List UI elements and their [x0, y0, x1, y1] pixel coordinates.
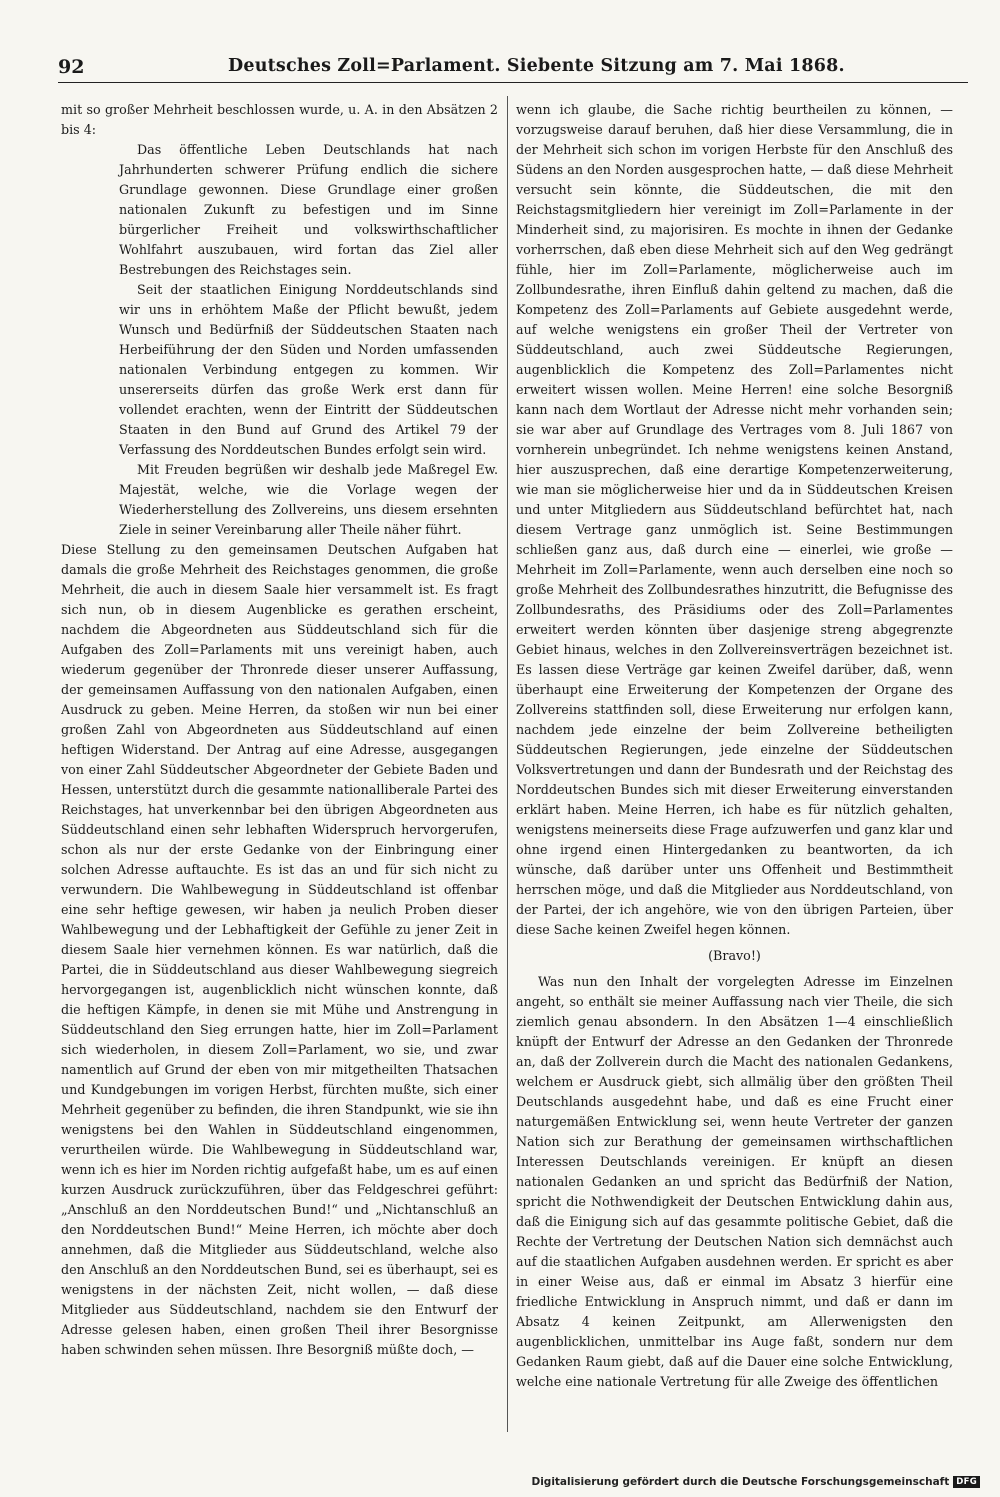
- dfg-logo-icon: DFG: [953, 1476, 980, 1488]
- digitization-credit: [531, 1474, 980, 1490]
- paragraph: wenn ich glaube, die Sache richtig beurtheilen zu können, — vorzugsweise darauf beruhen, daß hier diese Versammlung, die in der Mehrheit sich schon im vorigen Herbste für den Anschluß des Südens an den Norden ausgesprochen hatte, — daß diese Mehrheit versucht sein könnte, die Süddeutschen, die mit den Reichstagsmitgliedern hier vereinigt im Zoll=Parlamente in der Minderheit sind, zu majorisiren. Es mochte in ihnen der Gedanke vorherrschen, daß eben diese Mehrheit sich auf den Weg gedrängt fühle, hier im Zoll=Parlamente, möglicherweise auch im Zollbundesrathe, ihren Einfluß dahin geltend zu machen, daß die Kompetenz des Zoll=Parlaments auf Gebiete ausgedehnt werde, auf welche wenigstens ein großer Theil der Vertreter von Süddeutschland, auch zwei Süddeutsche Regierungen, augenblicklich die Kompetenz des Zoll=Parlamentes nicht erweitert wissen wollen. Meine Herren! eine solche Besorgniß kann nach dem Wortlaut der Adresse nicht mehr vorhanden sein; sie war aber auf Grundlage des Vertrages vom 8. Juli 1867 von vornherein unbegründet. Ich nehme wenigstens keinen Anstand, hier auszusprechen, daß eine derartige Kompetenzerweiterung, wie man sie möglicherweise hier und da in Süddeutschen Kreisen und unter Mitgliedern aus Süddeutschland befürchtet hat, nach diesem Vertrage ganz unmöglich ist. Seine Bestimmungen schließen ganz aus, daß durch eine — einerlei, wie große — Mehrheit im Zoll=Parlamente, wenn auch derselben eine noch so große Mehrheit des Zollbundesrathes hinzutritt, die Befugnisse des Zollbundesraths, des Präsidiums oder des Zoll=Parlamentes erweitert werden könnten über dasjenige streng abgegrenzte Gebiet hinaus, welches in den Zollvereinsverträgen bezeichnet ist. Es lassen diese Verträge gar keinen Zweifel darüber, daß, wenn überhaupt eine Erweiterung der Kompetenzen der Organe des Zollvereins stattfinden soll, diese Erweiterung nur erfolgen kann, nachdem jede einzelne der beim Zollvereine betheiligten Süddeutschen Regierungen, jede einzelne der Süddeutschen Volksvertretungen und dann der Bundesrath und der Reichstag des Norddeutschen Bundes sich mit dieser Erweiterung einverstanden erklärt haben. Meine Herren, ich habe es für nützlich gehalten, wenigstens meinerseits diese Frage aufzuwerfen und ganz klar und ohne irgend einen Hintergedanken zu beantworten, da ich wünsche, daß darüber unter uns Offenheit und Bestimmtheit herrschen möge, und daß die Mitglieder aus Norddeutschland, von der Partei, der ich angehöre, wie von den übrigen Parteien, über diese Sache keinen Zweifel hegen können.: [516, 102, 953, 937]
- column-divider: [507, 96, 508, 1432]
- page-number: 92: [58, 56, 85, 78]
- right-column: [516, 100, 953, 1430]
- paragraph: mit so großer Mehrheit beschlossen wurde, u. A. in den Absätzen 2 bis 4:: [61, 102, 498, 137]
- quoted-paragraph: Das öffentliche Leben Deutschlands hat nach Jahrhunderten schwerer Prüfung endlich die sichere Grundlage gewonnen. Diese Grundlage einer großen nationalen Zukunft zu befestigen und im Sinne bürgerlicher Freiheit und volkswirthschaftlicher Wohlfahrt auszubauen, wird fortan das Ziel aller Bestrebungen des Reichstages sein.: [119, 142, 498, 277]
- credit-text: Digitalisierung gefördert durch die Deutsche Forschungsgemeinschaft: [531, 1476, 950, 1488]
- paragraph: Diese Stellung zu den gemeinsamen Deutschen Aufgaben hat damals die große Mehrheit des Reichstages genommen, die große Mehrheit, die auch in diesem Saale hier versammelt ist. Es fragt sich nun, ob in diesem Augenblicke es gerathen erscheint, nachdem die Abgeordneten aus Süddeutschland sich für die Aufgaben des Zoll=Parlaments mit uns vereinigt haben, auch wiederum gegenüber der Thronrede dieser unserer Auffassung, der gemeinsamen Auffassung von den nationalen Aufgaben, einen Ausdruck zu geben. Meine Herren, da stoßen wir nun bei einer großen Zahl von Abgeordneten aus Süddeutschland auf einen heftigen Widerstand. Der Antrag auf eine Adresse, ausgegangen von einer Zahl Süddeutscher Abgeordneter der Gebiete Baden und Hessen, unterstützt durch die gesammte nationalliberale Partei des Reichstages, hat unverkennbar bei den übrigen Abgeordneten aus Süddeutschland einen sehr lebhaften Widerspruch hervorgerufen, schon als nur der erste Gedanke von der Einbringung einer solchen Adresse auftauchte. Es ist das an und für sich nicht zu verwundern. Die Wahlbewegung in Süddeutschland ist offenbar eine sehr heftige gewesen, wir haben ja neulich Proben dieser Wahlbewegung und der Lebhaftigkeit der Gefühle zu jener Zeit in diesem Saale hier vernehmen können. Es war natürlich, daß die Partei, die in Süddeutschland aus dieser Wahlbewegung siegreich hervorgegangen ist, augenblicklich nicht wünschen konnte, daß die heftigen Kämpfe, in denen sie mit Mühe und Anstrengung in Süddeutschland den Sieg errungen hatte, hier im Zoll=Parlament sich wiederholen, in diesem Zoll=Parlament, wo sie, und zwar namentlich auf Grund der eben von mir mitgetheilten Thatsachen und Kundgebungen im vorigen Herbst, fürchten mußte, sich einer Mehrheit gegenüber zu befinden, die ihren Standpunkt, wie sie ihn wenigstens bei den Wahlen in Süddeutschland eingenommen, verurtheilen würde. Die Wahlbewegung in Süddeutschland war, wenn ich es hier im Norden richtig aufgefaßt habe, um es auf einen kurzen Ausdruck zurückzuführen, über das Feldgeschrei geführt: „Anschluß an den Norddeutschen Bund!“ und „Nichtanschluß an den Norddeutschen Bund!“ Meine Herren, ich möchte aber doch annehmen, daß die Mitglieder aus Süddeutschland, welche also den Anschluß an den Norddeutschen Bund, sei es überhaupt, sei es wenigstens in der nächsten Zeit, nicht wollen, — daß diese Mitglieder aus Süddeutschland, nachdem sie den Entwurf der Adresse gelesen haben, einen großen Theil ihrer Besorgnisse haben schwinden sehen müssen. Ihre Besorgniß müßte doch, —: [61, 542, 498, 1357]
- quoted-paragraph: Mit Freuden begrüßen wir deshalb jede Maßregel Ew. Majestät, welche, wie die Vorlage wegen der Wiederherstellung des Zollvereins, uns diesem ersehnten Ziele in seiner Vereinbarung aller Theile näher führt.: [119, 462, 498, 537]
- left-column: [61, 100, 498, 1430]
- quoted-paragraph: Seit der staatlichen Einigung Norddeutschlands sind wir uns in erhöhtem Maße der Pflicht bewußt, jedem Wunsch und Bedürfniß der Süddeutschen Staaten nach Herbeiführung der den Süden und Norden umfassenden nationalen Verbindung entgegen zu kommen. Wir unsererseits dürfen das große Werk erst dann für vollendet erachten, wenn der Eintritt der Süddeutschen Staaten in den Bund auf Grund des Artikel 79 der Verfassung des Norddeutschen Bundes erfolgt sein wird.: [119, 282, 498, 457]
- interjection: (Bravo!): [708, 948, 761, 963]
- page-header: [58, 56, 968, 83]
- running-title: Deutsches Zoll=Parlament. Siebente Sitzung am 7. Mai 1868.: [228, 56, 845, 76]
- paragraph: Was nun den Inhalt der vorgelegten Adresse im Einzelnen angeht, so enthält sie meiner Auffassung nach vier Theile, die sich ziemlich genau absondern. In den Absätzen 1—4 einschließlich knüpft der Entwurf der Adresse an den Gedanken der Thronrede an, daß der Zollverein durch die Macht des nationalen Gedankens, welchem er Ausdruck giebt, sich allmälig über den größten Theil Deutschlands ausgedehnt habe, und daß es eine Frucht einer naturgemäßen Entwicklung sei, wenn heute Vertreter der ganzen Nation sich zur Berathung der gemeinsamen wirthschaftlichen Interessen Deutschlands vereinigen. Er knüpft an diesen nationalen Gedanken an und spricht das Bedürfniß der Nation, spricht die Nothwendigkeit der Deutschen Entwicklung dahin aus, daß die Einigung sich auf das gesammte politische Gebiet, daß die Rechte der Vertretung der Deutschen Nation sich demnächst auch auf die staatlichen Aufgaben ausdehnen werden. Er spricht es aber in einer Weise aus, daß er einmal im Absatz 3 hierfür eine friedliche Entwicklung in Anspruch nimmt, und daß er dann im Absatz 4 keinen Zeitpunkt, am Allerwenigsten den augenblicklichen, unmittelbar ins Auge faßt, sondern nur dem Gedanken Raum giebt, daß auf die Dauer eine solche Entwicklung, welche eine nationale Vertretung für alle Zweige des öffentlichen: [516, 974, 953, 1389]
